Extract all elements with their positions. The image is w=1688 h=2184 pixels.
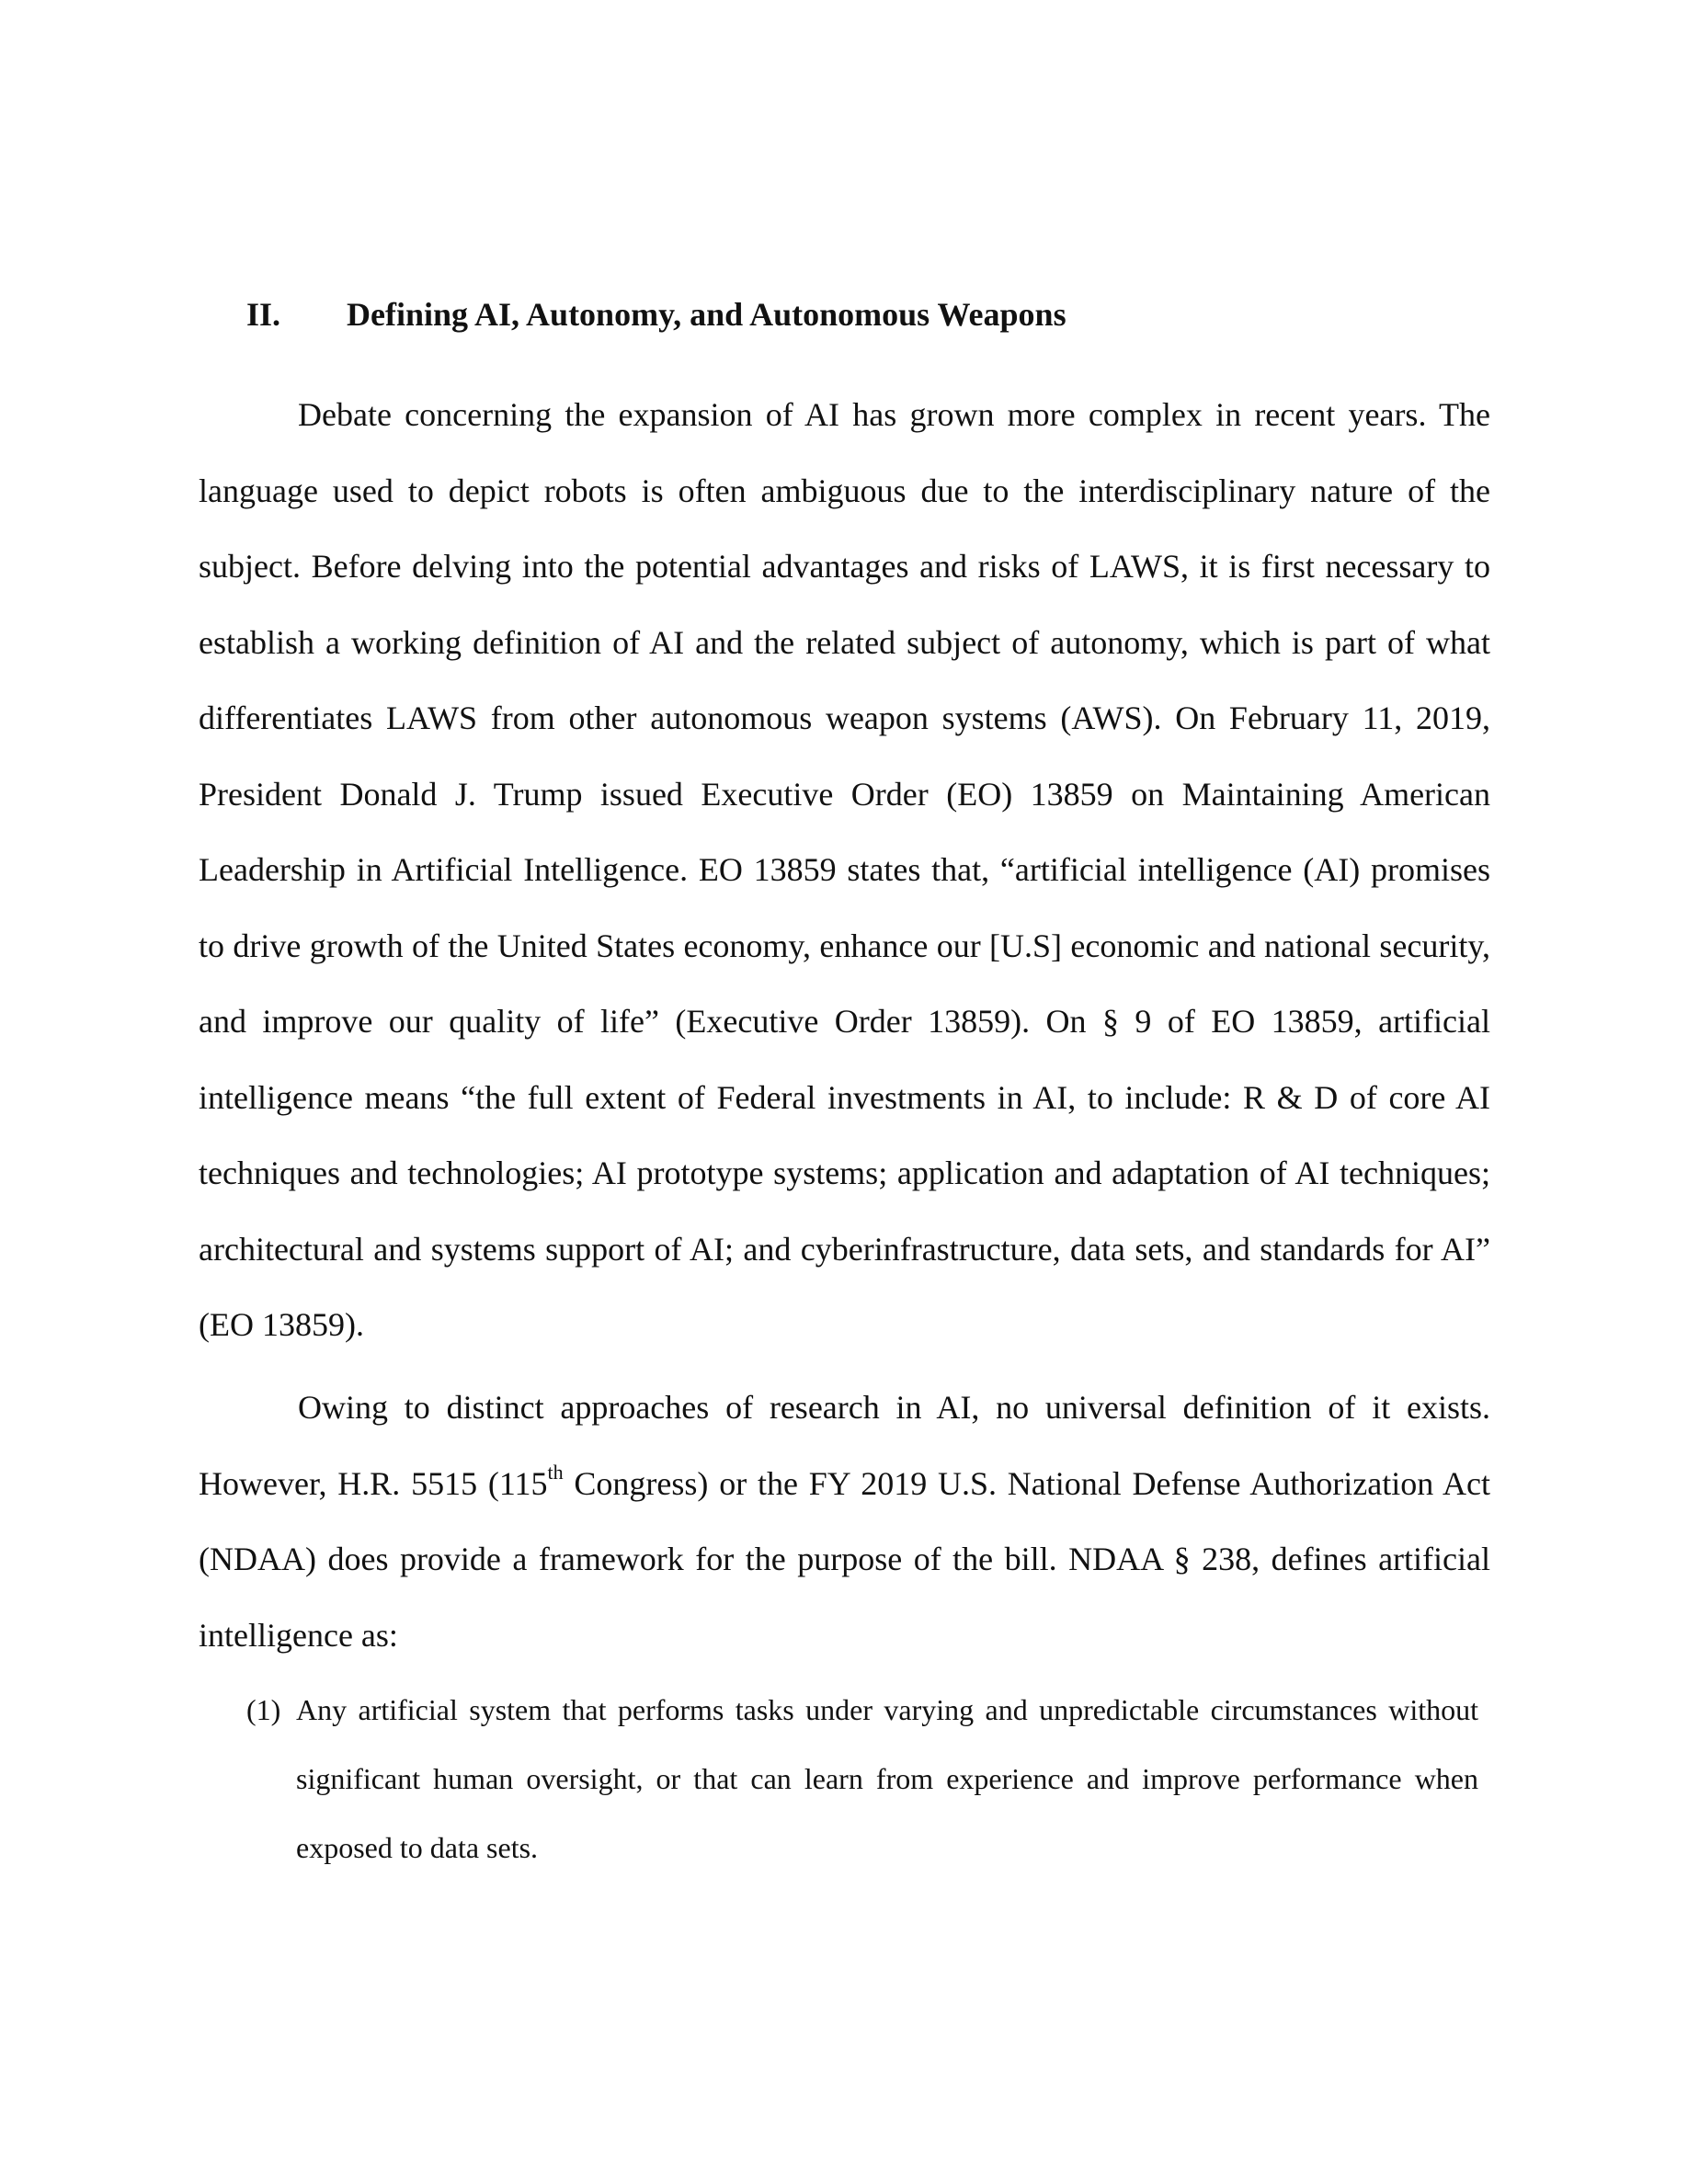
list-item-text: Any artificial system that performs tasks under varying and unpredictable circumstances without significant human oversight, or that can learn from experience and improve performance when exposed to data sets.: [296, 1693, 1478, 1864]
ordinal-superscript: th: [547, 1460, 564, 1484]
section-heading: [246, 292, 1066, 336]
body-paragraph-2-container: [199, 1370, 1490, 1673]
paragraph-2-text-end: Congress) or the FY 2019 U.S. National Defense Authorization Act (NDAA) does provide a framework for the purpose of the bill. NDAA § 238, defines artificial intelligence as:: [199, 1464, 1490, 1654]
body-paragraph-1-container: [199, 377, 1490, 1363]
paragraph-2-text-start: Owing to distinct approaches of research in AI, no universal definition of it exists. However, H.R. 5515 (115: [199, 1389, 1490, 1502]
section-title: Defining AI, Autonomy, and Autonomous Weapons: [347, 296, 1066, 333]
list-item-marker: (1): [246, 1693, 281, 1726]
list-item: [246, 1676, 1478, 1883]
section-number: II.: [246, 296, 281, 333]
body-paragraph-2: [199, 1370, 1490, 1673]
definition-list: [246, 1676, 1478, 1883]
body-paragraph-1: Debate concerning the expansion of AI has grown more complex in recent years. The language used to depict robots is often ambiguous due to the interdisciplinary nature of the subject. Before delving into the potential advantages and risks of LAWS, it is first necessary to establish a working definition of AI and the related subject of autonomy, which is part of what differentiates LAWS from other autonomous weapon systems (AWS). On February 11, 2019, President Donald J. Trump issued Executive Order (EO) 13859 on Maintaining American Leadership in Artificial Intelligence. EO 13859 states that, “artificial intelligence (AI) promises to drive growth of the United States economy, enhance our [U.S] economic and national security, and improve our quality of life” (Executive Order 13859). On § 9 of EO 13859, artificial intelligence means “the full extent of Federal investments in AI, to include: R & D of core AI techniques and technologies; AI prototype systems; application and adaptation of AI techniques; architectural and systems support of AI; and cyberinfrastructure, data sets, and standards for AI” (EO 13859).: [199, 396, 1490, 1343]
